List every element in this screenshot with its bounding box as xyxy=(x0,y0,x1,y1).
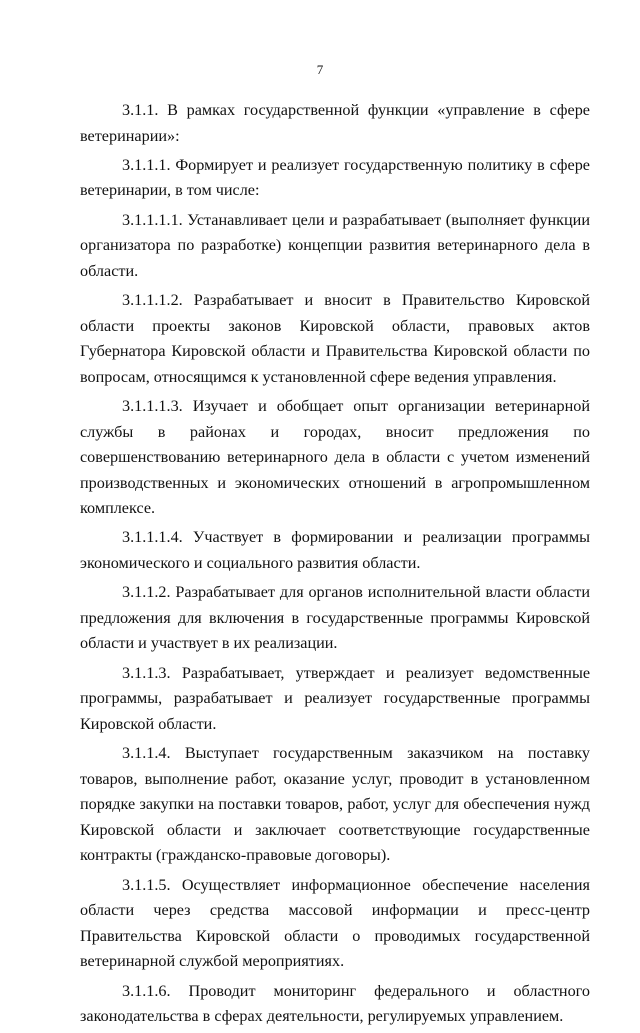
paragraph-3-1-1-6: 3.1.1.6. Проводит мониторинг федерального и областного законодательства в сферах деятельности, регулируемых управлением. xyxy=(80,981,590,1026)
document-body xyxy=(80,98,590,1033)
paragraph-3-1-1-5: 3.1.1.5. Осуществляет информационное обеспечение населения области через средства массовой информации и пресс-центр Правительства Кировской области о проводимых государственной ветеринарной службой мероприятиях. xyxy=(80,875,590,971)
page-number: 7 xyxy=(316,62,324,77)
paragraph-3-1-1-2: 3.1.1.2. Разрабатывает для органов исполнительной власти области предложения для включения в государственные программы Кировской области и участвует в их реализации. xyxy=(80,583,590,653)
paragraph-3-1-1-1-1: 3.1.1.1.1. Устанавливает цели и разрабатывает (выполняет функции организатора по разработке) концепции развития ветеринарного дела в области. xyxy=(80,210,590,280)
paragraph-3-1-1: 3.1.1. В рамках государственной функции «управление в сфере ветеринарии»: xyxy=(80,101,590,145)
paragraph-3-1-1-3: 3.1.1.3. Разрабатывает, утверждает и реализует ведомственные программы, разрабатывает и реализует государственные программы Кировской области. xyxy=(80,663,590,733)
paragraph-3-1-1-4: 3.1.1.4. Выступает государственным заказчиком на поставку товаров, выполнение работ, оказание услуг, проводит в установленном порядке закупки на поставки товаров, работ, услуг для обеспечения нужд Кировской области и заключает соответствующие государственные контракты (гражданско-правовые договоры). xyxy=(80,744,590,865)
paragraph-3-1-1-1-4: 3.1.1.1.4. Участвует в формировании и реализации программы экономического и социального развития области. xyxy=(80,528,590,573)
paragraph-3-1-1-1-2: 3.1.1.1.2. Разрабатывает и вносит в Правительство Кировской области проекты законов Кировской области, правовых актов Губернатора Кировской области и Правительства Кировской области по вопросам, относящимся к установленной сфере ведения управления. xyxy=(80,290,590,386)
paragraph-3-1-1-1-3: 3.1.1.1.3. Изучает и обобщает опыт организации ветеринарной службы в районах и городах, вносит предложения по совершенствованию ветеринарного дела в области с учетом изменений производственных и экономических отношений в агропромышленном комплексе. xyxy=(80,396,590,518)
paragraph-3-1-1-1: 3.1.1.1. Формирует и реализует государственную политику в сфере ветеринарии, в том числе: xyxy=(80,155,590,200)
